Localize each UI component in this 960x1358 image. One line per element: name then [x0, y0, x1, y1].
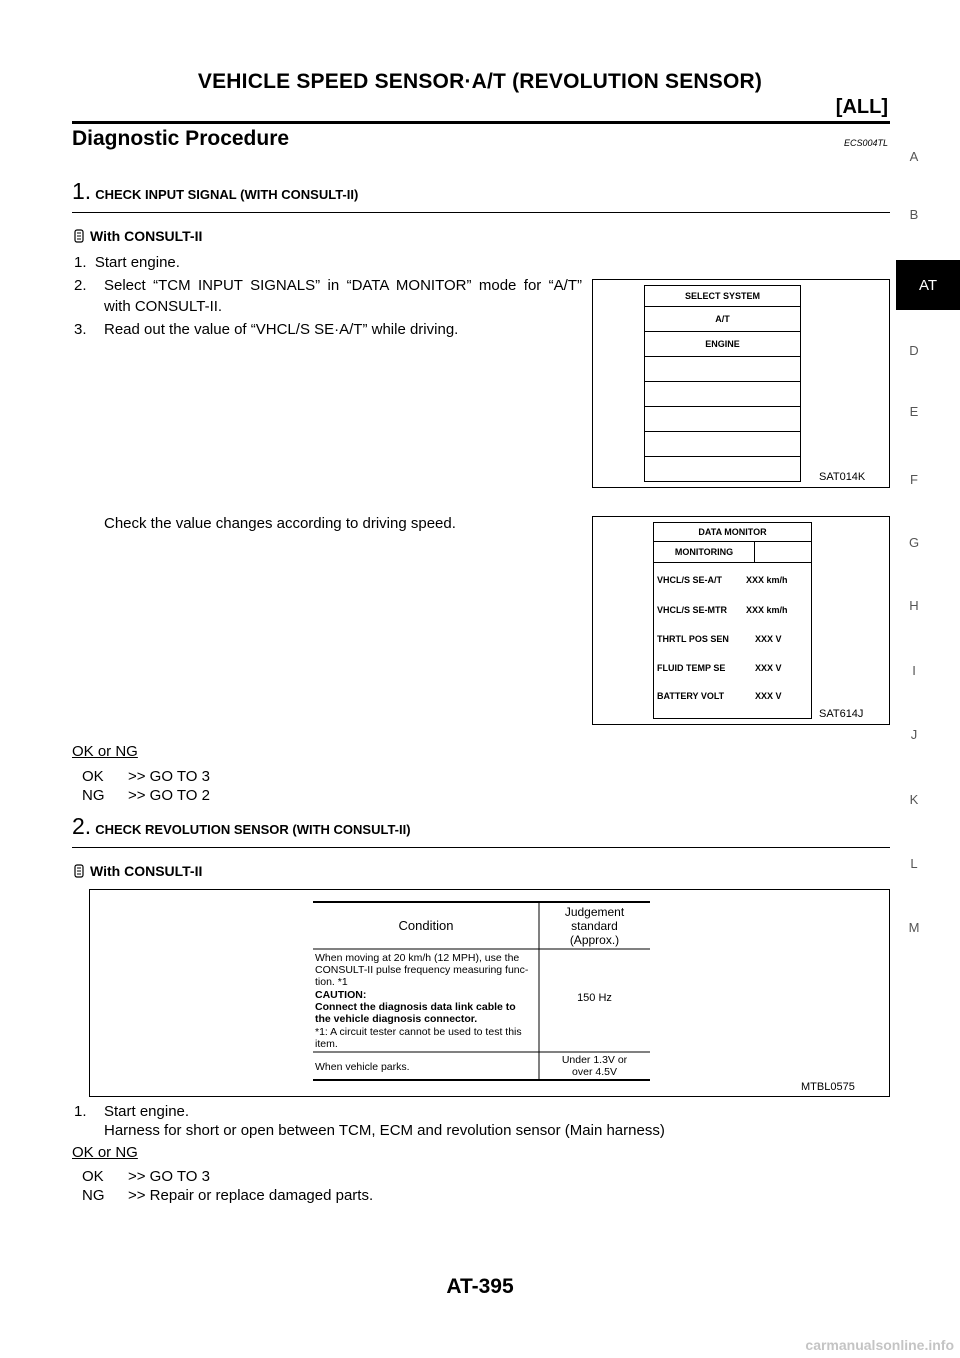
table-row-2-condition: When vehicle parks. [315, 1061, 410, 1073]
select-system-item-engine: ENGINE [645, 332, 800, 357]
step-1-okng-title: OK or NG [72, 743, 138, 760]
select-system-screen [644, 285, 801, 482]
monitor-item-label: VHCL/S SE-A/T [657, 575, 723, 585]
condition-line: CONSULT-II pulse frequency measuring func- [315, 964, 529, 976]
figure-1-code: SAT014K [819, 471, 866, 483]
sidebar-letter-l[interactable]: L [910, 856, 918, 871]
table-row-1-value: 150 Hz [577, 992, 612, 1004]
value-line: Under 1.3V or [561, 1054, 628, 1066]
sidebar-letter-b[interactable]: B [909, 207, 919, 222]
sidebar-letter-f[interactable]: F [910, 472, 918, 487]
item-text: Start engine. [94, 254, 180, 271]
sidebar-letter-a[interactable]: A [909, 149, 919, 164]
sidebar-letter-e[interactable]: E [909, 404, 919, 419]
ng-key: NG [82, 1187, 105, 1204]
consult-label-1-text: With CONSULT-II [90, 228, 203, 244]
step-1-ok-row [82, 767, 210, 786]
item-number: 1. [74, 254, 87, 271]
select-system-empty-row [645, 407, 800, 432]
note-line: item. [315, 1038, 338, 1050]
table-header-judgement [539, 905, 650, 947]
sidebar-letter-d[interactable]: D [909, 343, 919, 358]
step-2-item-1-sub: Harness for short or open between TCM, ECM and revolution sensor (Main harness) [104, 1122, 665, 1139]
monitor-item-value: XXX km/h [746, 605, 788, 615]
ok-action: >> GO TO 3 [128, 768, 210, 785]
figure-select-system [592, 279, 890, 488]
data-monitor-subheader-row [654, 542, 811, 563]
page-header-title: VEHICLE SPEED SENSOR·A/T (REVOLUTION SENSOR) [197, 70, 763, 93]
ng-key: NG [82, 787, 105, 804]
ng-action: >> GO TO 2 [128, 787, 210, 804]
step-2-item-1-number: 1. [74, 1103, 87, 1120]
data-monitor-screen [653, 522, 812, 719]
step-1-number: 1. [72, 178, 92, 204]
select-system-empty-row [645, 382, 800, 407]
step-2-heading [72, 813, 411, 840]
table-header-condition: Condition [398, 918, 454, 933]
judgement-header-line: standard [571, 919, 618, 933]
select-system-empty-row [645, 432, 800, 457]
condition-line: tion. *1 [315, 976, 348, 988]
figure-3-code: MTBL0575 [801, 1081, 855, 1093]
step-1-item-3-text: Read out the value of “VHCL/S SE·A/T” while driving. [104, 321, 459, 338]
judgement-header-line: (Approx.) [569, 933, 620, 947]
section-code: ECS004TL [843, 138, 888, 148]
sidebar-tab-at[interactable]: AT [896, 260, 960, 310]
select-system-empty-row [645, 357, 800, 382]
sidebar-letter-k[interactable]: K [909, 792, 919, 807]
caution-line: CAUTION: [315, 989, 367, 1001]
sidebar-letter-j[interactable]: J [910, 727, 918, 742]
ng-action: >> Repair or replace damaged parts. [128, 1187, 374, 1204]
step-1-heading [72, 178, 358, 205]
section-title: Diagnostic Procedure [72, 127, 290, 150]
consult-label-2 [72, 863, 202, 879]
consult-label-1 [72, 228, 202, 244]
step-2-okng-title: OK or NG [72, 1144, 138, 1161]
page-header-subtitle: [ALL] [835, 96, 888, 118]
step-1-item-1 [74, 252, 574, 273]
monitor-item-label: THRTL POS SEN [657, 634, 729, 644]
page-number: AT-395 [446, 1275, 514, 1298]
value-line: over 4.5V [572, 1066, 617, 1078]
step-2-ok-row [82, 1167, 210, 1186]
step-1-title: CHECK INPUT SIGNAL (WITH CONSULT-II) [95, 187, 359, 202]
judgement-header-line: Judgement [564, 905, 625, 919]
monitor-item-value: XXX V [755, 691, 782, 701]
table-row-2-value [539, 1054, 650, 1078]
select-system-header: SELECT SYSTEM [645, 286, 800, 307]
caution-line: the vehicle diagnosis connector. [315, 1013, 478, 1025]
consult-tool-icon [72, 229, 86, 243]
data-monitor-subheader: MONITORING [654, 542, 755, 562]
step-1-divider [72, 212, 890, 213]
monitor-item-label: VHCL/S SE-MTR [657, 605, 728, 615]
table-row-1-condition [315, 952, 539, 1050]
consult-label-2-text: With CONSULT-II [90, 863, 203, 879]
step-2-title: CHECK REVOLUTION SENSOR (WITH CONSULT-II) [95, 822, 411, 837]
step-1-check-text: Check the value changes according to driving speed. [104, 515, 456, 532]
select-system-item-at: A/T [645, 307, 800, 332]
ok-key: OK [82, 768, 104, 785]
ok-key: OK [82, 1168, 104, 1185]
watermark: carmanualsonline.info [805, 1337, 954, 1353]
figure-judgement-table [89, 889, 890, 1097]
sidebar-letter-i[interactable]: I [912, 663, 916, 678]
step-2-ng-row [82, 1186, 373, 1205]
header-divider [72, 121, 890, 124]
step-2-item-1-text: Start engine. [104, 1103, 190, 1120]
monitor-item-label: FLUID TEMP SE [657, 663, 726, 673]
sidebar-letter-m[interactable]: M [908, 920, 920, 935]
monitor-item-value: XXX km/h [746, 575, 788, 585]
step-1-ng-row [82, 786, 210, 805]
ok-action: >> GO TO 3 [128, 1168, 210, 1185]
select-system-empty-row [645, 457, 800, 481]
step-1-item-3-number: 3. [74, 321, 87, 338]
data-monitor-header: DATA MONITOR [654, 523, 811, 542]
step-1-item-2-number: 2. [74, 277, 87, 294]
sidebar-letter-g[interactable]: G [908, 535, 920, 550]
monitor-item-value: XXX V [755, 663, 782, 673]
condition-line: When moving at 20 km/h (12 MPH), use the [315, 952, 520, 964]
note-line: *1: A circuit tester cannot be used to test this [315, 1026, 522, 1038]
consult-tool-icon [72, 864, 86, 878]
step-2-number: 2. [72, 813, 92, 839]
step-1-item-2-text: Select “TCM INPUT SIGNALS” in “DATA MONITOR” mode for “A/T” with CONSULT-II. [104, 277, 582, 315]
caution-line: Connect the diagnosis data link cable to [315, 1001, 516, 1013]
figure-data-monitor [592, 516, 890, 725]
monitor-item-label: BATTERY VOLT [657, 691, 725, 701]
figure-2-code: SAT614J [819, 708, 864, 720]
step-2-divider [72, 847, 890, 848]
sidebar-letter-h[interactable]: H [909, 598, 919, 613]
monitor-item-value: XXX V [755, 634, 782, 644]
